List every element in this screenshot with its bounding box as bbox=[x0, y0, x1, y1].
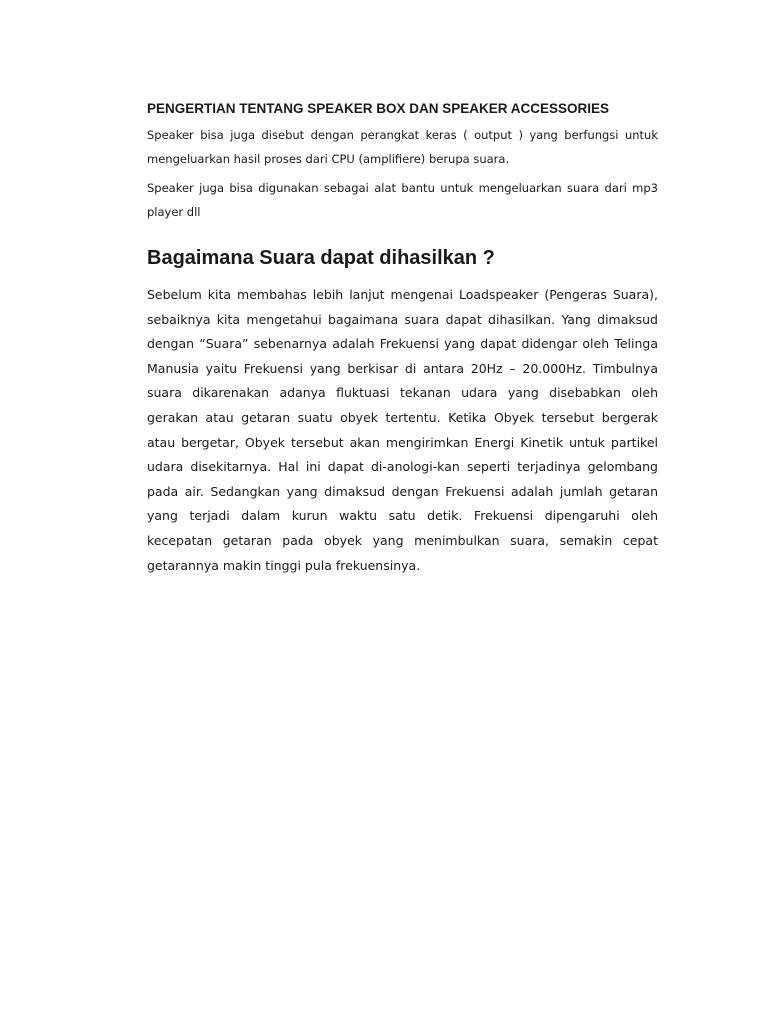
section-heading: Bagaimana Suara dapat dihasilkan ? bbox=[147, 247, 495, 269]
body-paragraph: Sebelum kita membahas lebih lanjut mengenai Loadspeaker (Pengeras Suara), sebaiknya kita mengetahui bagaimana suara dapat dihasilkan. Yang dimaksud dengan “Suara” sebenarnya adalah Frekuensi yang dapat didengar oleh Telinga Manusia yaitu Frekuensi yang berkisar di antara 20Hz – 20.000Hz. Timbulnya suara dikarenakan adanya fluktuasi tekanan udara yang disebabkan oleh gerakan atau getaran suatu obyek tertentu. Ketika Obyek tersebut bergerak atau bergetar, Obyek tersebut akan mengirimkan Energi Kinetik untuk partikel udara disekitarnya. Hal ini dapat di-anologi-kan seperti terjadinya gelombang pada air. Sedangkan yang dimaksud dengan Frekuensi adalah jumlah getaran yang terjadi dalam kurun waktu satu detik. Frekuensi dipengaruhi oleh kecepatan getaran pada obyek yang menimbulkan suara, semakin cepat getarannya makin tinggi pula frekuensinya. bbox=[147, 287, 658, 573]
intro-paragraph-2: Speaker juga bisa digunakan sebagai alat bantu untuk mengeluarkan suara dari mp3 player dll bbox=[147, 181, 658, 219]
section-title: PENGERTIAN TENTANG SPEAKER BOX DAN SPEAKER ACCESSORIES bbox=[147, 101, 610, 116]
document-page bbox=[147, 100, 658, 578]
intro-paragraph-1: Speaker bisa juga disebut dengan perangkat keras ( output ) yang berfungsi untuk mengeluarkan hasil proses dari CPU (amplifiere) berupa suara. bbox=[147, 128, 658, 166]
